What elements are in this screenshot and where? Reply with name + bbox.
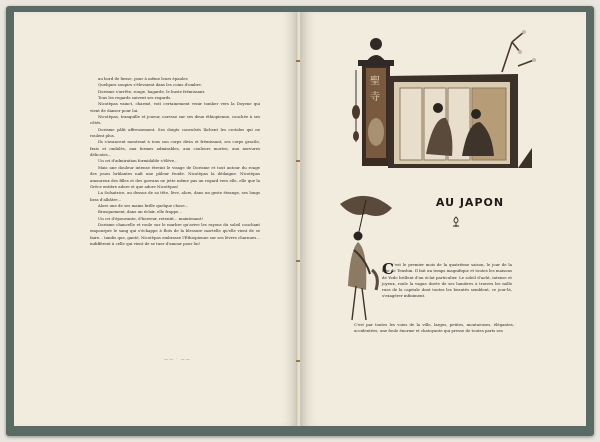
paragraph: Alors une de ses mains brille quelque chose... [98,202,189,208]
parasol-woman-illustration [336,190,396,322]
paragraph: Un cri d'admiration formidable s'élève... [98,158,178,164]
svg-text:聖: 聖 [370,76,380,87]
paragraph: La Sulsatrice, au dessus de sa tête, lève, alors, dans un geste étrange, ses longs bras d'albâtre... [90,190,260,202]
left-page-text [90,76,260,247]
right-page-text [382,262,512,300]
paragraph: Ils s'avancent montrant à tous son corps divin et frémissant, ses corps gracile, frais et ondulés, aux formes admirables, aux couleurs mortes, aux nervures délicates... [90,139,260,158]
page-footer-ornament: —— · —— [164,356,191,361]
paragraph: Dorisme s'arrête, rouge, hagarde, le buste frémissant. [98,88,206,94]
paragraph: Quelques soupirs s'élevaient dans les coins d'ombre. [98,82,203,88]
paragraph: Un cri d'épouvante, d'horreur, retentit... maintenant! [98,215,203,221]
left-page [14,12,298,426]
fleuron-ornament [450,216,462,228]
japanese-scene-illustration [342,22,538,168]
paragraph: Tous les regards suivent ses regards. [98,95,172,101]
paragraph: Dorisme pâlit affreusement. Ses doigts convulsés lâchent les crotales qui ne roulent plus. [90,126,260,139]
paragraph: 'est le premier mois de la quatrième saison, le jour de la fête de Tenshin. Il fait un temps magnifique et toutes les maisons de Yedo brillent d'un éclat particulier. Le soleil d'août, intense et joyeux, roule la vague dorée de ses lumières à travers les mille rues de la capitale dont toutes les beautés semblent, ce jour-là, s'exagérer infiniment. [382,262,512,299]
paragraph: Brusquement, dans un éclair, elle frappe... [98,209,182,215]
paragraph: Dorisme chancelle et roule sur le marbre qu'avive les rayons du soleil couchant empourpre le sang qui s'échappe à flots de la blessure mortelle qu'elle vient de se faire... tandis que, ganté, Nicotèpas embrasse l'Éthiopienne sur ses lèvres charnues... indifférent à celle qui vient de se tuer d'amour pour lui! [90,221,260,246]
svg-text:寺: 寺 [370,92,380,103]
paragraph: C'est par toutes les voies de la ville, larges, petites, montueuses, élégantes, accidentées, une foule énorme et chatoyante qui presse de toutes parts ses [354,322,514,334]
drop-cap: C [382,260,394,278]
paragraph: Nicotèpas vainct, charmé, voit certainement venir tomber vers la Doyene qui vient de danser pour lui. [90,101,260,113]
paragraph: Mais une douleur intense étreint le visage de Dorisme et tout autour du rouge des joues brûlantes naît une pâleur froide. Nicotèpas la dédaigne. Nicotèpas amoureux des filles et des gorrans ne jette même pas un regard vers elle, elle que la Grèce entière adore et que adore Nicotèpas! [90,164,260,189]
right-page [300,12,586,426]
paragraph: Nicotèpas, tranquille et joueur, caresse sur ses deux éthiopienne, couchée à ses côtés. [90,114,260,126]
paragraph: au bord de liesse, pour à même leurs épaules [98,76,188,81]
right-page-text-continued [354,322,514,335]
chapter-title: AU JAPON [435,196,505,209]
